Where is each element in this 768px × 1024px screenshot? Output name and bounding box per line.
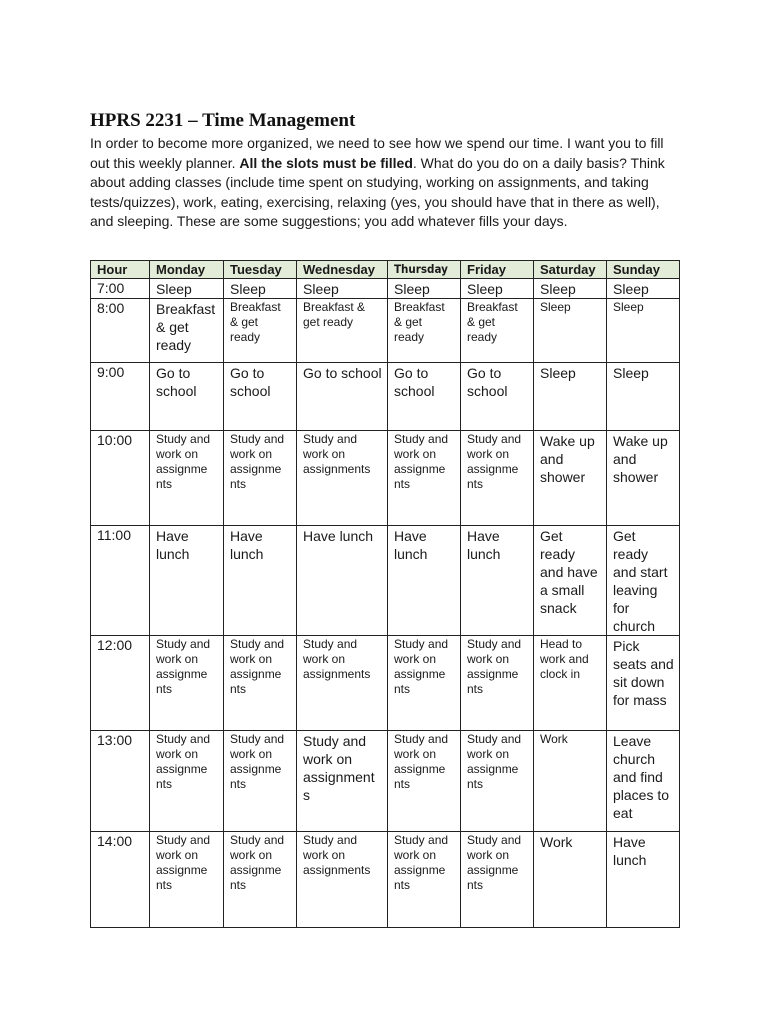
planner-row: [91, 299, 680, 363]
weekly-planner-table: [90, 260, 680, 928]
schedule-cell-monday: [150, 431, 224, 526]
schedule-cell-monday: [150, 636, 224, 731]
schedule-cell-tuesday: [224, 279, 297, 299]
schedule-cell-sunday: [607, 832, 680, 928]
schedule-cell-friday: [461, 279, 534, 299]
schedule-cell-saturday: [534, 636, 607, 731]
activity-text: Sleep: [230, 281, 266, 297]
schedule-cell-thursday: [388, 363, 461, 431]
schedule-cell-saturday: [534, 832, 607, 928]
activity-text: Head to work and clock in: [540, 637, 589, 681]
col-header-thursday: Thursday: [388, 261, 461, 279]
activity-text: Study and work on assignme nts: [156, 432, 211, 491]
planner-body: [91, 279, 680, 928]
activity-text: Study and work on assignme nts: [156, 637, 211, 696]
schedule-cell-thursday: [388, 279, 461, 299]
schedule-cell-wednesday: [297, 636, 388, 731]
schedule-cell-tuesday: [224, 363, 297, 431]
schedule-cell-friday: [461, 526, 534, 636]
hour-cell: 12:00: [91, 636, 150, 731]
activity-text: Study and work on assignment s: [303, 733, 375, 803]
activity-text: Work: [540, 834, 573, 850]
schedule-cell-wednesday: [297, 299, 388, 363]
col-header-saturday: Saturday: [534, 261, 607, 279]
col-header-hour: Hour: [91, 261, 150, 279]
activity-text: Study and work on assignme nts: [467, 432, 522, 491]
col-header-sunday: Sunday: [607, 261, 680, 279]
activity-text: Sleep: [303, 281, 339, 297]
activity-text: Study and work on assignme nts: [230, 732, 285, 791]
schedule-cell-wednesday: [297, 279, 388, 299]
activity-text: Have lunch: [394, 528, 428, 562]
activity-text: Study and work on assignme nts: [467, 732, 522, 791]
schedule-cell-sunday: [607, 636, 680, 731]
schedule-cell-sunday: [607, 279, 680, 299]
activity-text: Study and work on assignme nts: [230, 432, 285, 491]
hour-cell: 11:00: [91, 526, 150, 636]
schedule-cell-saturday: [534, 363, 607, 431]
activity-text: Study and work on assignme nts: [467, 833, 522, 892]
activity-text: Study and work on assignme nts: [230, 833, 285, 892]
activity-text: Breakfast & get ready: [156, 301, 216, 353]
activity-text: Study and work on assignme nts: [394, 637, 449, 696]
intro-text-1: In order to become more organized, we need to see how we spend our time. I want you to fill out this weekly planner.: [90, 135, 664, 171]
schedule-cell-thursday: [388, 636, 461, 731]
activity-text: Sleep: [613, 365, 649, 381]
activity-text: Pick seats and sit down for mass: [613, 638, 674, 708]
schedule-cell-thursday: [388, 431, 461, 526]
planner-row: [91, 431, 680, 526]
schedule-cell-saturday: [534, 526, 607, 636]
planner-row: [91, 832, 680, 928]
schedule-cell-thursday: [388, 299, 461, 363]
schedule-cell-wednesday: [297, 832, 388, 928]
schedule-cell-saturday: [534, 431, 607, 526]
planner-row: [91, 636, 680, 731]
schedule-cell-thursday: [388, 526, 461, 636]
activity-text: Go to school: [394, 365, 435, 399]
schedule-cell-friday: [461, 431, 534, 526]
schedule-cell-friday: [461, 299, 534, 363]
schedule-cell-monday: [150, 526, 224, 636]
col-header-friday: Friday: [461, 261, 534, 279]
activity-text: Go to school: [303, 365, 382, 381]
activity-text: Get ready and have a small snack: [540, 528, 598, 616]
schedule-cell-friday: [461, 636, 534, 731]
activity-text: Have lunch: [467, 528, 501, 562]
activity-text: Study and work on assignments: [303, 833, 371, 877]
hour-cell: 7:00: [91, 279, 150, 299]
activity-text: Study and work on assignments: [303, 637, 371, 681]
schedule-cell-thursday: [388, 731, 461, 832]
schedule-cell-monday: [150, 279, 224, 299]
schedule-cell-monday: [150, 731, 224, 832]
schedule-cell-saturday: [534, 279, 607, 299]
schedule-cell-wednesday: [297, 731, 388, 832]
activity-text: Study and work on assignme nts: [156, 833, 211, 892]
activity-text: Sleep: [540, 300, 571, 314]
hour-cell: 10:00: [91, 431, 150, 526]
document-title: HPRS 2231 – Time Management: [90, 110, 356, 131]
activity-text: Sleep: [613, 281, 649, 297]
schedule-cell-tuesday: [224, 832, 297, 928]
schedule-cell-monday: [150, 363, 224, 431]
schedule-cell-wednesday: [297, 363, 388, 431]
hour-cell: 13:00: [91, 731, 150, 832]
schedule-cell-tuesday: [224, 526, 297, 636]
activity-text: Have lunch: [156, 528, 190, 562]
activity-text: Go to school: [467, 365, 508, 399]
activity-text: Go to school: [230, 365, 271, 399]
activity-text: Get ready and start leaving for church: [613, 528, 668, 634]
activity-text: Study and work on assignme nts: [394, 732, 449, 791]
activity-text: Sleep: [394, 281, 430, 297]
col-header-wednesday: Wednesday: [297, 261, 388, 279]
schedule-cell-tuesday: [224, 636, 297, 731]
schedule-cell-sunday: [607, 431, 680, 526]
activity-text: Study and work on assignme nts: [394, 432, 449, 491]
activity-text: Study and work on assignme nts: [230, 637, 285, 696]
schedule-cell-sunday: [607, 363, 680, 431]
hour-cell: 8:00: [91, 299, 150, 363]
activity-text: Wake up and shower: [540, 433, 595, 485]
activity-text: Have lunch: [303, 528, 374, 544]
hour-cell: 14:00: [91, 832, 150, 928]
activity-text: Study and work on assignme nts: [394, 833, 449, 892]
activity-text: Go to school: [156, 365, 197, 399]
activity-text: Sleep: [156, 281, 192, 297]
activity-text: Study and work on assignme nts: [156, 732, 211, 791]
intro-text-2: . What do you do on a daily basis? Think about adding classes (include time spent on studying, working on assignments, and taking tests/quizzes), work, eating, exercising, relaxing (yes, you should have that in there as well), and sleeping. These are some suggestions; you add whatever fills your days.: [90, 154, 665, 230]
activity-text: Breakfast & get ready: [394, 300, 445, 344]
col-header-tuesday: Tuesday: [224, 261, 297, 279]
activity-text: Have lunch: [230, 528, 264, 562]
schedule-cell-sunday: [607, 299, 680, 363]
schedule-cell-friday: [461, 731, 534, 832]
intro-bold-text: All the slots must be filled: [239, 154, 413, 171]
schedule-cell-monday: [150, 832, 224, 928]
activity-text: Sleep: [613, 300, 644, 314]
planner-row: [91, 279, 680, 299]
schedule-cell-sunday: [607, 731, 680, 832]
schedule-cell-saturday: [534, 299, 607, 363]
planner-row: [91, 731, 680, 832]
schedule-cell-friday: [461, 363, 534, 431]
schedule-cell-tuesday: [224, 431, 297, 526]
activity-text: Have lunch: [613, 834, 647, 868]
schedule-cell-tuesday: [224, 731, 297, 832]
schedule-cell-friday: [461, 832, 534, 928]
schedule-cell-tuesday: [224, 299, 297, 363]
activity-text: Breakfast & get ready: [230, 300, 281, 344]
schedule-cell-wednesday: [297, 526, 388, 636]
schedule-cell-saturday: [534, 731, 607, 832]
activity-text: Study and work on assignments: [303, 432, 371, 476]
schedule-cell-monday: [150, 299, 224, 363]
planner-row: [91, 526, 680, 636]
col-header-monday: Monday: [150, 261, 224, 279]
activity-text: Sleep: [467, 281, 503, 297]
schedule-cell-sunday: [607, 526, 680, 636]
activity-text: Work: [540, 732, 568, 746]
intro-paragraph: [90, 134, 680, 232]
planner-row: [91, 363, 680, 431]
activity-text: Wake up and shower: [613, 433, 668, 485]
hour-cell: 9:00: [91, 363, 150, 431]
activity-text: Breakfast & get ready: [303, 300, 366, 329]
schedule-cell-thursday: [388, 832, 461, 928]
activity-text: Sleep: [540, 365, 576, 381]
activity-text: Breakfast & get ready: [467, 300, 518, 344]
activity-text: Study and work on assignme nts: [467, 637, 522, 696]
activity-text: Sleep: [540, 281, 576, 297]
schedule-cell-wednesday: [297, 431, 388, 526]
activity-text: Leave church and find places to eat: [613, 733, 670, 821]
planner-header-row: [91, 261, 680, 279]
